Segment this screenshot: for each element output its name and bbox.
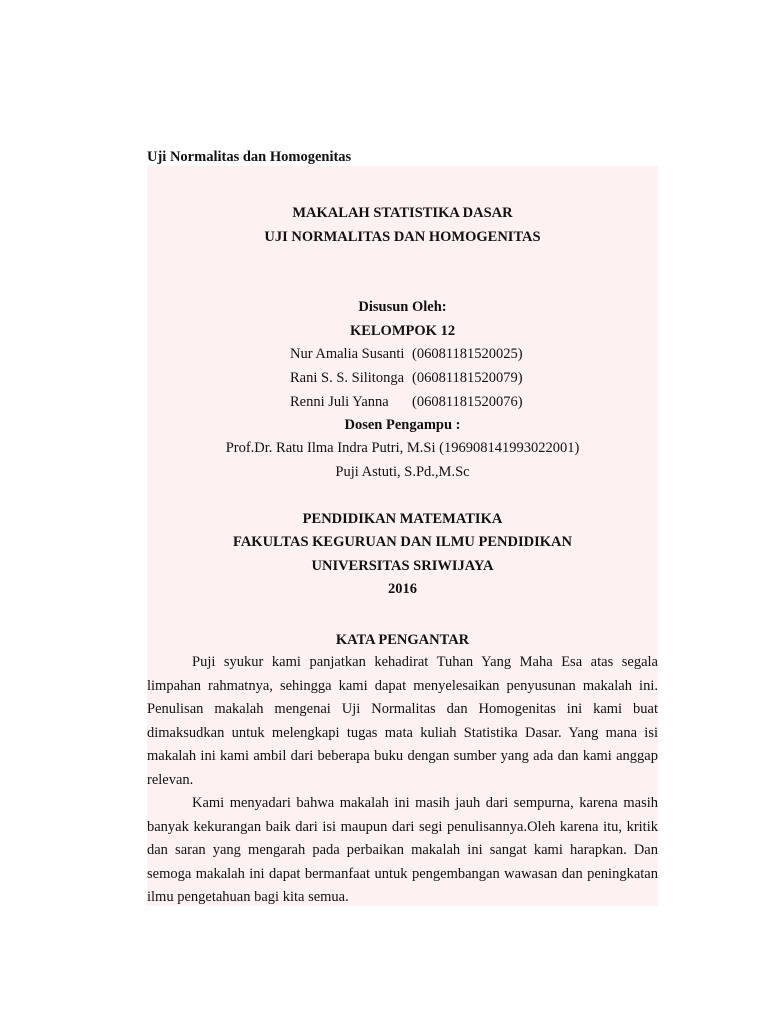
institution-line3: UNIVERSITAS SRIWIJAYA <box>311 558 494 574</box>
member-name: Nur Amalia Susanti <box>290 346 405 362</box>
lecturer-name: Prof.Dr. Ratu Ilma Indra Putri, M.Si (196908141993022001) <box>225 440 580 456</box>
member-id: (06081181520025) <box>412 346 523 362</box>
document-content <box>147 166 658 906</box>
member-name: Renni Juli Yanna <box>290 394 389 410</box>
cover-title-line1: MAKALAH STATISTIKA DASAR <box>292 205 513 221</box>
member-id: (06081181520079) <box>412 370 523 386</box>
cover-year: 2016 <box>388 581 417 597</box>
group-label: KELOMPOK 12 <box>349 323 456 339</box>
member-name: Rani S. S. Silitonga <box>290 370 405 386</box>
institution-line2: FAKULTAS KEGURUAN DAN ILMU PENDIDIKAN <box>233 534 572 550</box>
lecturer-name: Puji Astuti, S.Pd.,M.Sc <box>335 464 470 480</box>
preface-paragraph: Puji syukur kami panjatkan kehadirat Tuhan Yang Maha Esa atas segala limpahan rahmatnya, sehingga kami dapat menyelesaikan penyusunan makalah ini. Penulisan makalah mengenai Uji Normalitas dan Homogenitas ini kami buat dimaksudkan untuk melengkapi tugas mata kuliah Statistika Dasar. Yang mana isi makalah ini kami ambil dari beberapa buku dengan sumber yang ada dan kami anggap relevan. <box>147 654 658 788</box>
preface-paragraph: Kami menyadari bahwa makalah ini masih jauh dari sempurna, karena masih banyak kekurangan baik dari isi maupun dari segi penulisannya.Oleh karena itu, kritik dan saran yang mengarah pada perbaikan makalah ini sangat kami harapkan. Dan semoga makalah ini dapat bermanfaat untuk pengembangan wawasan dan peningkatan ilmu pengetahuan bagi kita semua. <box>147 795 658 905</box>
document-title: Uji Normalitas dan Homogenitas <box>147 149 352 165</box>
member-id: (06081181520076) <box>412 394 523 410</box>
institution-line1: PENDIDIKAN MATEMATIKA <box>302 511 503 527</box>
preface-heading: KATA PENGANTAR <box>335 632 470 648</box>
compiled-by-label: Disusun Oleh: <box>358 299 447 315</box>
cover-title-line2: UJI NORMALITAS DAN HOMOGENITAS <box>264 229 541 245</box>
lecturer-label: Dosen Pengampu : <box>344 417 461 433</box>
